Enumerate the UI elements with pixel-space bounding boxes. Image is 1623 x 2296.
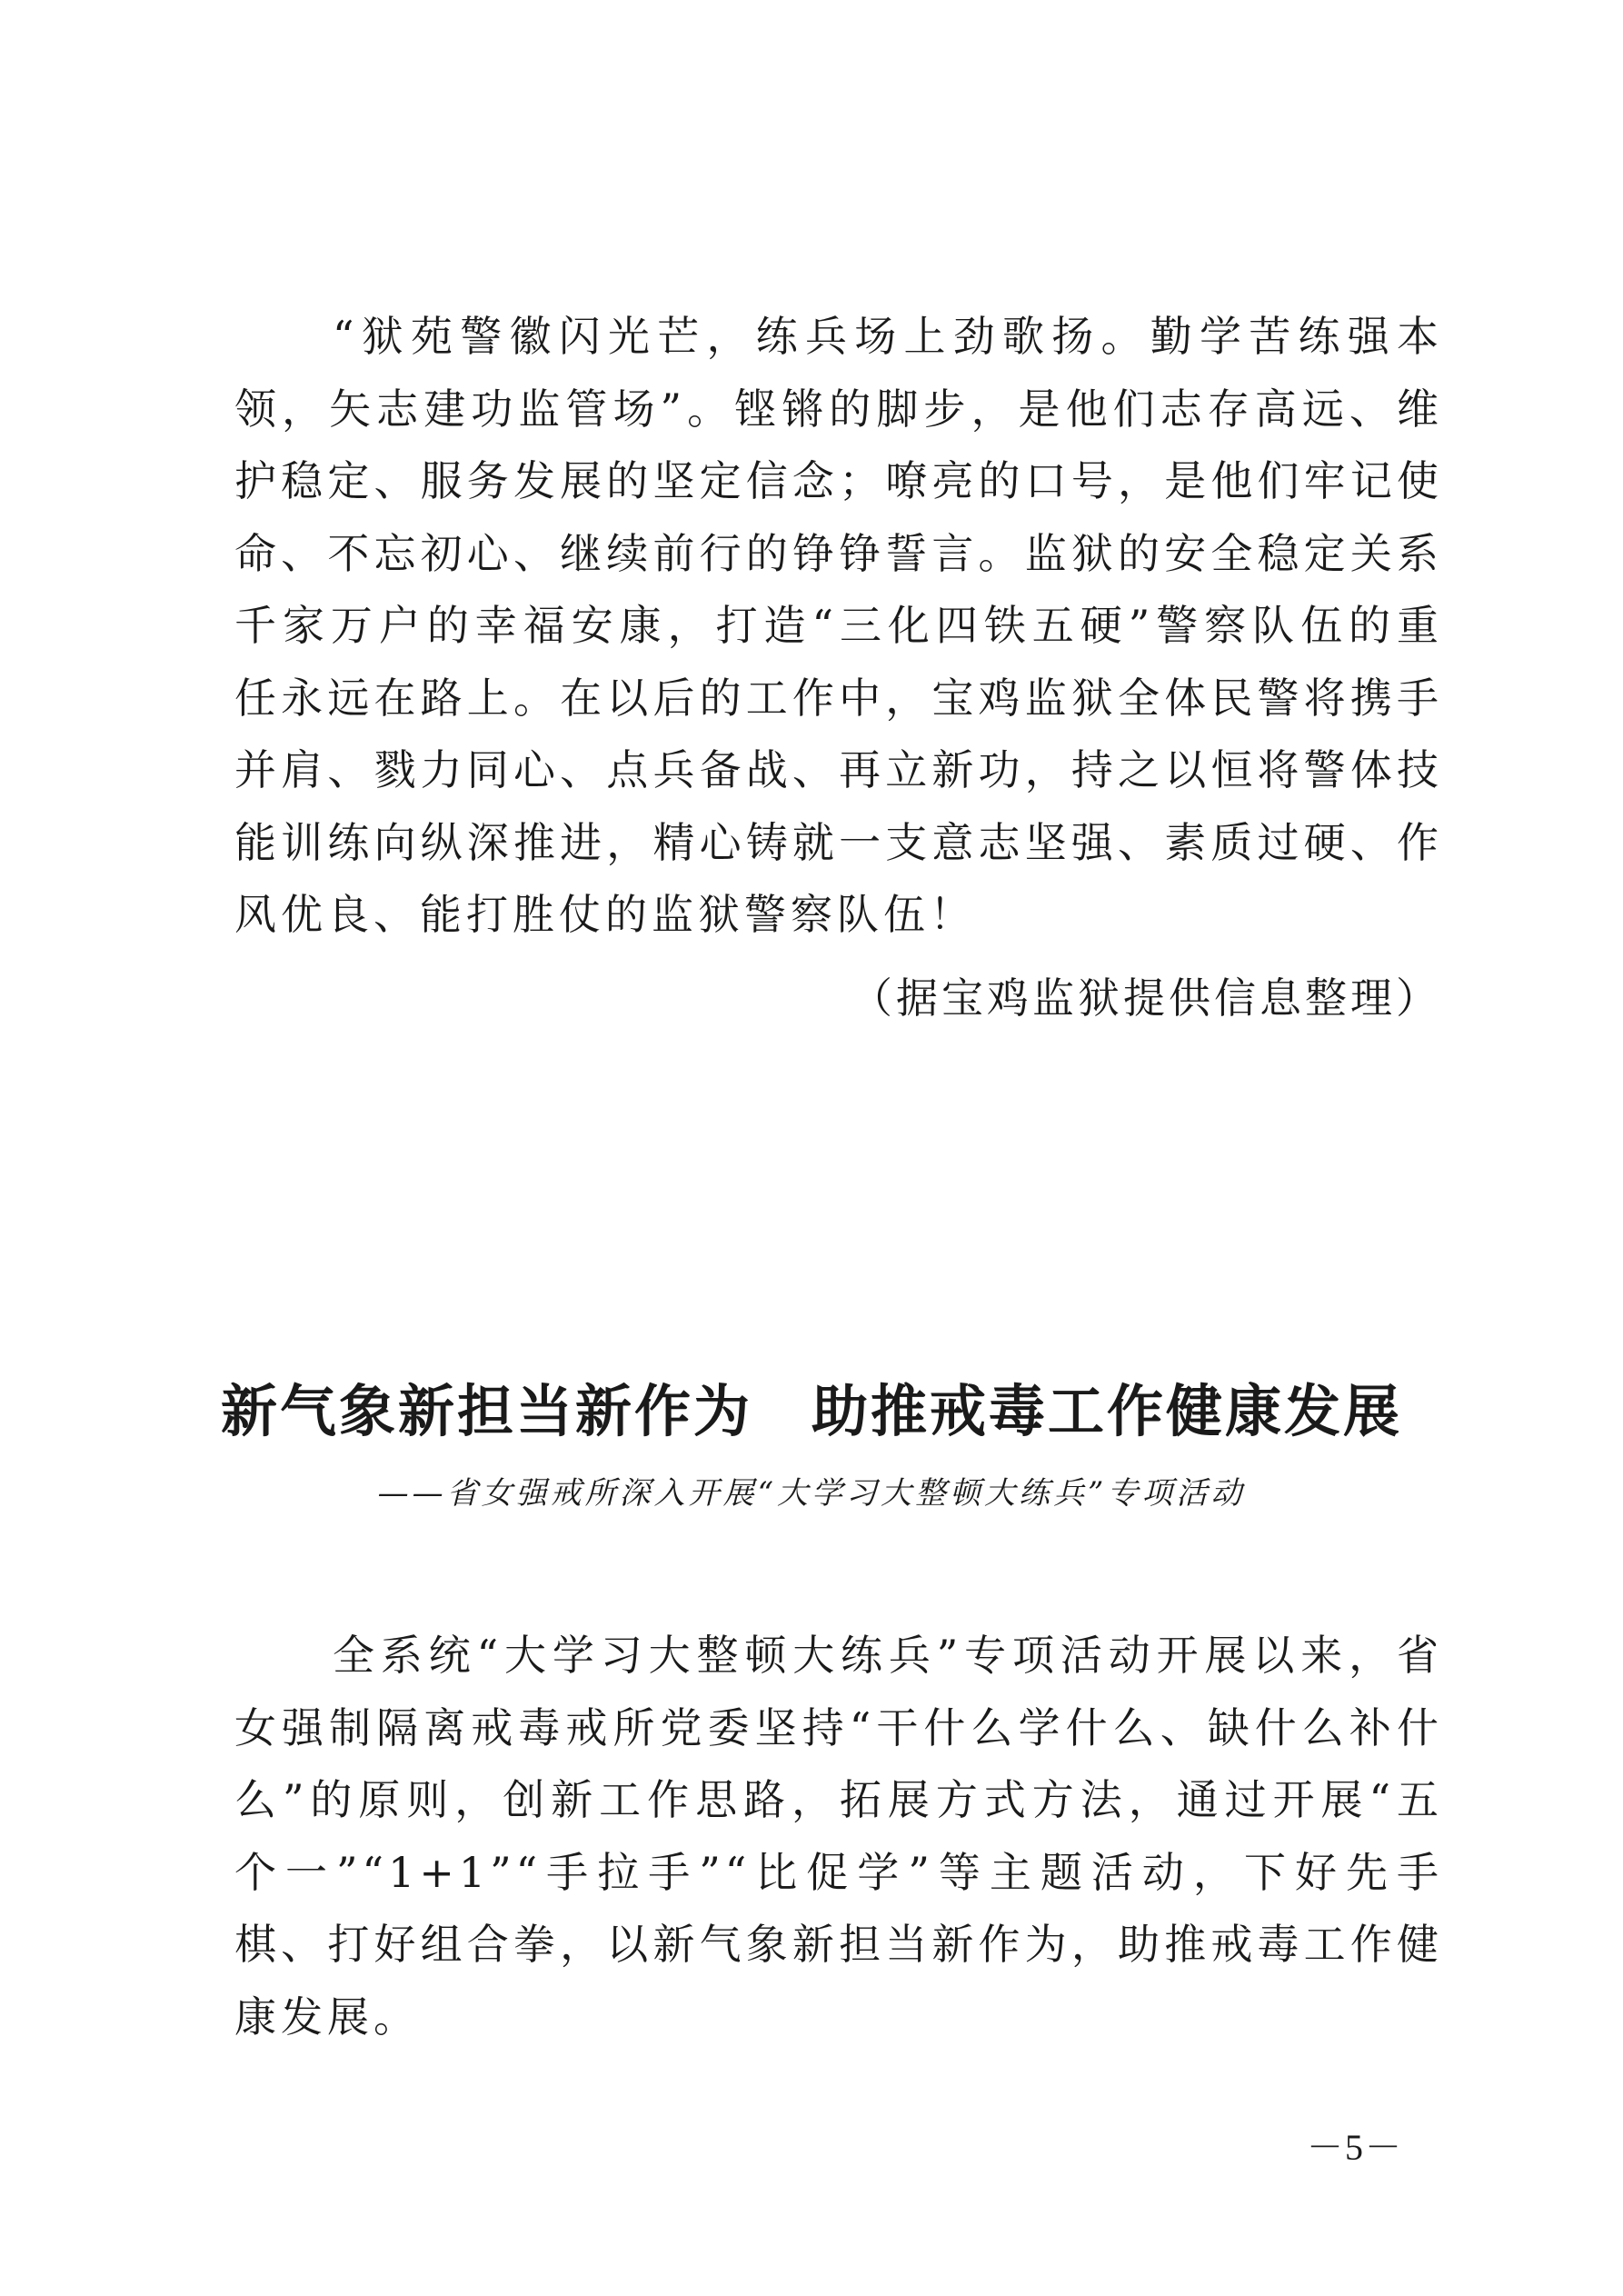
- article-1-source-note: （据宝鸡监狱提供信息整理）: [851, 973, 1441, 1023]
- article-2-opening-paragraph: 全系统“大学习大整顿大练兵”专项活动开展以来，省女强制隔离戒毒戒所党委坚持“干什么学什么、缺什么补什么”的原则，创新工作思路，拓展方式方法，通过开展“五个一”“1+1”“手拉手”“比促学”等主题活动，下好先手棋、打好组合拳，以新气象新担当新作为，助推戒毒工作健康发展。: [234, 1631, 1443, 2041]
- article-1-closing-paragraph: “狱苑警徽闪光芒，练兵场上劲歌扬。勤学苦练强本领，矢志建功监管场”。铿锵的脚步，是他们志存高远、维护稳定、服务发展的坚定信念；嘹亮的口号，是他们牢记使命、不忘初心、继续前行的铮铮誓言。监狱的安全稳定关系千家万户的幸福安康，打造“三化四铁五硬”警察队伍的重任永远在路上。在以后的工作中，宝鸡监狱全体民警将携手并肩、戮力同心、点兵备战、再立新功，持之以恒将警体技能训练向纵深推进，精心铸就一支意志坚强、素质过硬、作风优良、能打胜仗的监狱警察队伍！: [234, 312, 1443, 939]
- article-2-subtitle: ——省女强戒所深入开展“大学习大整顿大练兵”专项活动: [377, 1475, 1246, 1512]
- page-number: －5－: [1307, 2127, 1403, 2168]
- article-2-title: 新气象新担当新作为 助推戒毒工作健康发展: [220, 1378, 1402, 1444]
